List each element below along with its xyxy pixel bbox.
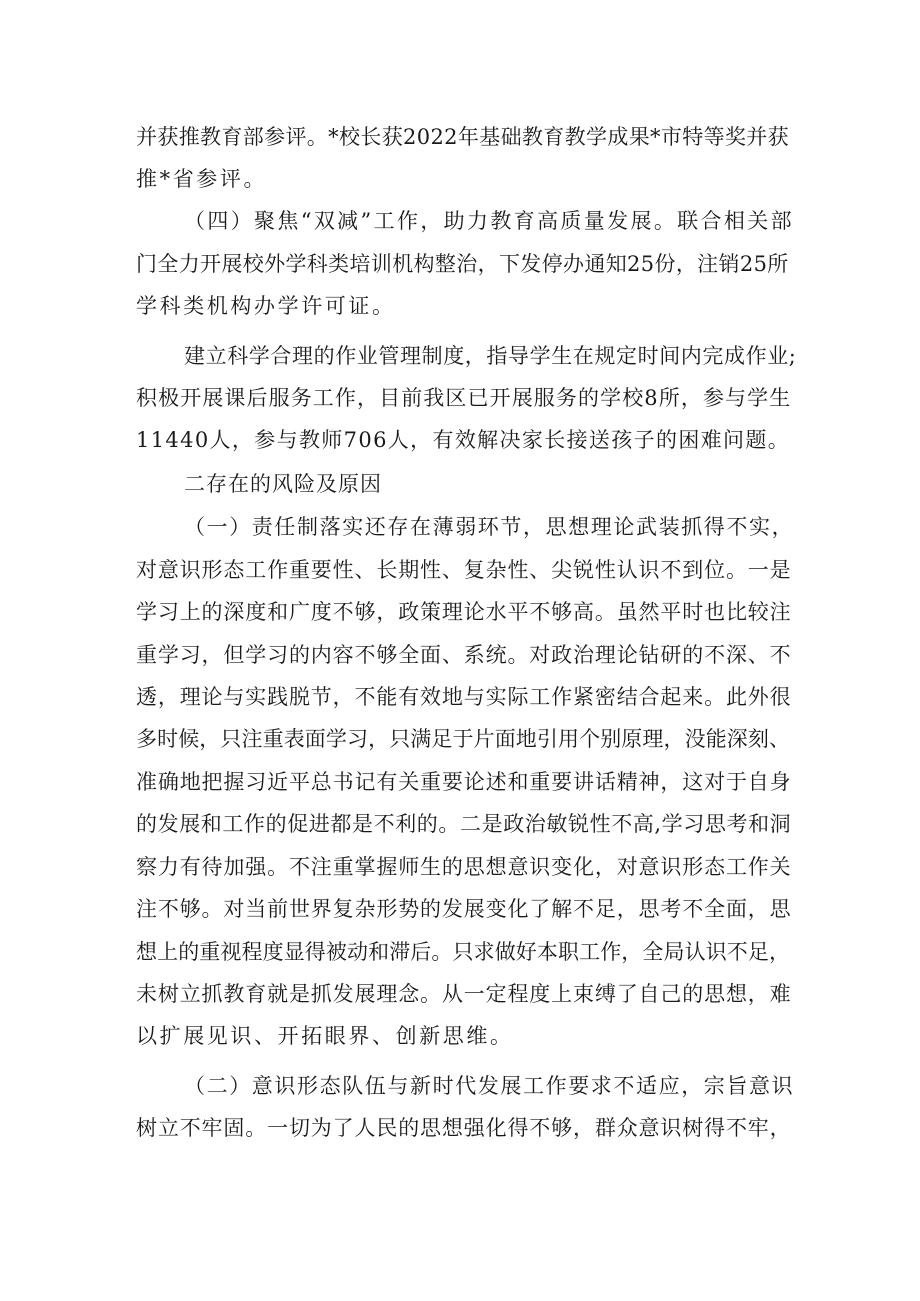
text-line-6: 建立科学合理的作业管理制度，指导学生在规定时间内完成作业;: [184, 344, 797, 368]
text-line-15: 多时候，只注重表面学习，只满足于片面地引用个别原理，没能深刻、: [136, 727, 791, 751]
text-line-4: 门全力开展校外学科类培训机构整治，下发停办通知25份，注销25所: [136, 252, 789, 276]
text-line-14: 透，理论与实践脱节，不能有效地与实际工作紧密结合起来。此外很: [136, 685, 792, 709]
text-line-20: 想上的重视程度显得被动和滞后。只求做好本职工作，全局认识不足，: [136, 940, 791, 964]
section-heading: 二存在的风险及原因: [184, 472, 382, 496]
text-line-5: 学科类机构办学许可证。: [136, 294, 396, 318]
text-line-16: 准确地把握习近平总书记有关重要论述和重要讲话精神，这对于自身: [136, 770, 792, 794]
text-line-10: （一）责任制落实还存在薄弱环节，思想理论武装抓得不实，: [184, 515, 795, 539]
text-line-22: 以扩展见识、开拓眼界、创新思维。: [136, 1024, 514, 1048]
text-line-24: 树立不牢固。一切为了人民的思想强化得不够，群众意识树得不牢，: [136, 1116, 792, 1140]
text-line-1: 并获推教育部参评。*校长获2022年基础教育教学成果*市特等奖并获: [136, 125, 789, 149]
text-line-8: 11440人，参与教师706人，有效解决家长接送孩子的困难问题。: [136, 428, 791, 452]
text-line-11: 对意识形态工作重要性、长期性、复杂性、尖锐性认识不到位。一是: [136, 558, 792, 582]
text-line-2: 推*省参评。: [136, 167, 268, 191]
text-line-7: 积极开展课后服务工作，目前我区已开展服务的学校8所，参与学生: [136, 386, 792, 410]
text-line-17: 的发展和工作的促进都是不利的。二是政治敏锐性不高,学习思考和洞: [136, 812, 792, 836]
text-line-3: （四）聚焦“双减”工作，助力教育高质量发展。联合相关部: [184, 209, 794, 233]
text-line-21: 未树立抓教育就是抓发展理念。从一定程度上束缚了自己的思想，难: [136, 982, 792, 1006]
text-line-12: 学习上的深度和广度不够，政策理论水平不够高。虽然平时也比较注: [136, 600, 792, 624]
text-line-13: 重学习，但学习的内容不够全面、系统。对政治理论钻研的不深、不: [136, 643, 792, 667]
text-line-18: 察力有待加强。不注重掌握师生的思想意识变化，对意识形态工作关: [136, 855, 792, 879]
text-line-23: （二）意识形态队伍与新时代发展工作要求不适应，宗旨意识: [184, 1074, 795, 1098]
text-line-19: 注不够。对当前世界复杂形势的发展变化了解不足，思考不全面，思: [136, 897, 792, 921]
